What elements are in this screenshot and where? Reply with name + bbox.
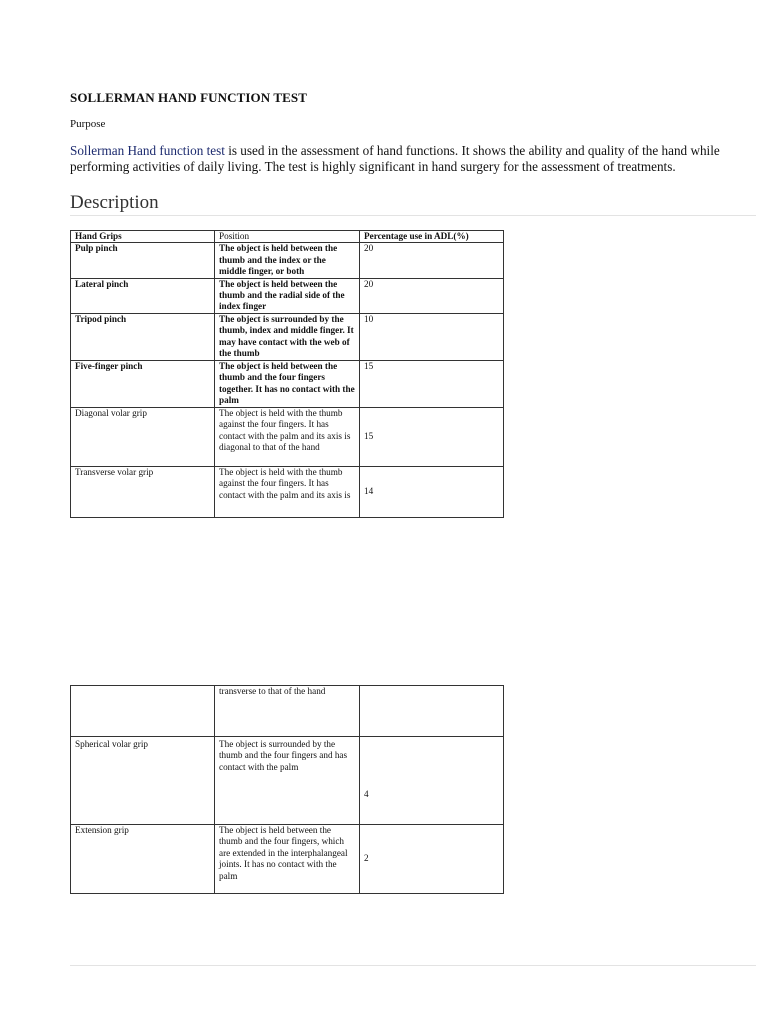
- table-row: [71, 313, 504, 360]
- purpose-label: Purpose: [70, 118, 106, 130]
- header-position: Position: [215, 231, 360, 243]
- table-header-row: [71, 231, 504, 243]
- table-row: [71, 407, 504, 466]
- table-row: [71, 243, 504, 278]
- grip-name: Diagonal volar grip: [71, 407, 215, 466]
- intro-line1: is used in the assessment of hand functions. It shows the ability and quality of the hand while: [224, 143, 720, 158]
- grip-name: Tripod pinch: [71, 313, 215, 360]
- grip-position: The object is held with the thumb against the four fingers. It has contact with the palm and its axis is diagonal to that of the hand: [215, 407, 360, 466]
- intro-paragraph: [70, 143, 765, 174]
- grip-percent: [360, 686, 504, 737]
- footer-divider: [70, 965, 756, 966]
- grip-name: Five-finger pinch: [71, 360, 215, 407]
- table-row: [71, 278, 504, 313]
- table-row: [71, 466, 504, 517]
- grip-name: Spherical volar grip: [71, 737, 215, 825]
- header-hand-grips: Hand Grips: [71, 231, 215, 243]
- table-row: [71, 825, 504, 894]
- header-percentage: Percentage use in ADL(%): [360, 231, 504, 243]
- grip-name: Extension grip: [71, 825, 215, 894]
- grip-name: Transverse volar grip: [71, 466, 215, 517]
- grip-percent: 20: [360, 243, 504, 278]
- grip-position: The object is held between the thumb and the four fingers, which are extended in the interphalangeal joints. It has no contact with the palm: [215, 825, 360, 894]
- section-heading-description: Description: [70, 192, 159, 213]
- grip-position: The object is held between the thumb and the four fingers together. It has no contact with the palm: [215, 360, 360, 407]
- table-row: [71, 686, 504, 737]
- hand-grips-table-continued: [70, 685, 504, 894]
- heading-divider: [70, 215, 756, 216]
- grip-name: Pulp pinch: [71, 243, 215, 278]
- grip-percent: 15: [360, 407, 504, 466]
- table-row: [71, 360, 504, 407]
- grip-position: The object is surrounded by the thumb and the four fingers and has contact with the palm: [215, 737, 360, 825]
- intro-line2: performing activities of daily living. The test is highly significant in hand surgery for the assessment of treatments.: [70, 158, 676, 174]
- grip-name: [71, 686, 215, 737]
- grip-name: Lateral pinch: [71, 278, 215, 313]
- grip-percent: 14: [360, 466, 504, 517]
- grip-position: The object is held between the thumb and the radial side of the index finger: [215, 278, 360, 313]
- grip-percent: 2: [360, 825, 504, 894]
- intro-link[interactable]: Sollerman Hand function test: [70, 143, 225, 158]
- grip-percent: 10: [360, 313, 504, 360]
- grip-position: The object is held with the thumb against the four fingers. It has contact with the palm and its axis is: [215, 466, 360, 517]
- table-row: [71, 737, 504, 825]
- document-title: SOLLERMAN HAND FUNCTION TEST: [70, 90, 307, 105]
- grip-position: The object is surrounded by the thumb, index and middle finger. It may have contact with the web of the thumb: [215, 313, 360, 360]
- grip-percent: 4: [360, 737, 504, 825]
- hand-grips-table: [70, 230, 504, 518]
- grip-position: transverse to that of the hand: [215, 686, 360, 737]
- grip-position: The object is held between the thumb and the index or the middle finger, or both: [215, 243, 360, 278]
- grip-percent: 15: [360, 360, 504, 407]
- grip-percent: 20: [360, 278, 504, 313]
